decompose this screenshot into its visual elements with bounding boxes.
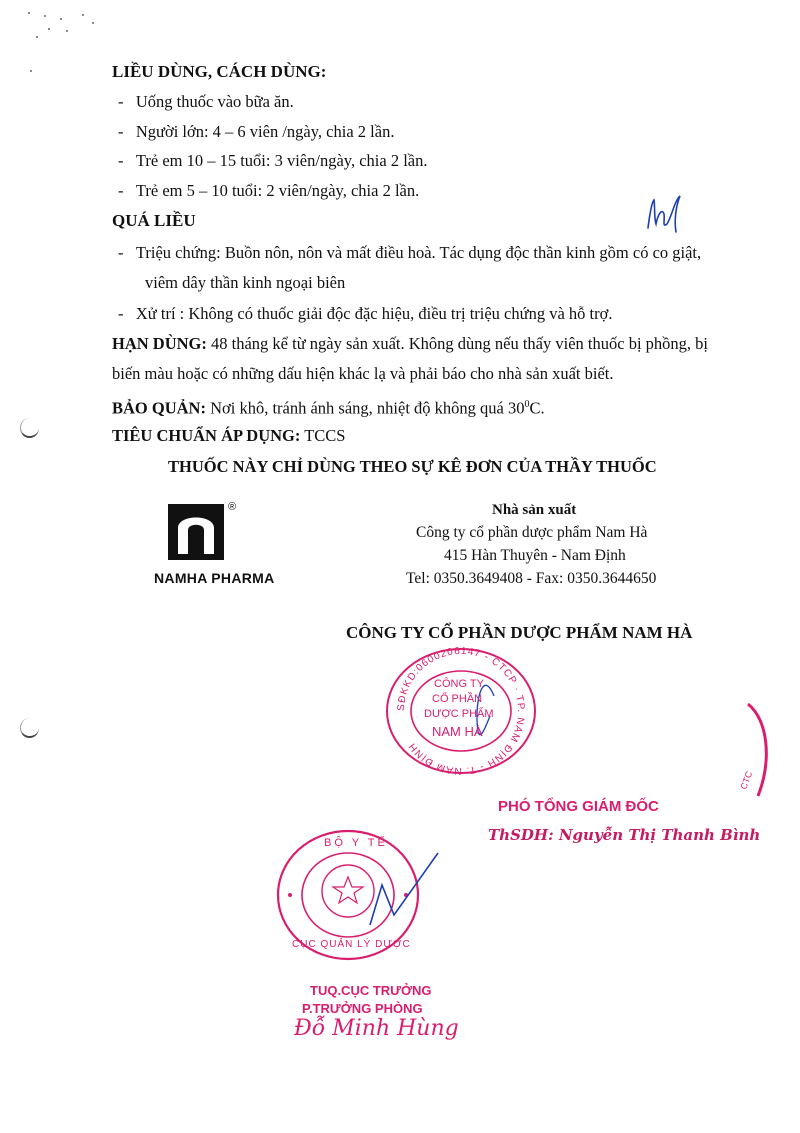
- overdose-treatment: - Xử trí : Không có thuốc giải độc đặc hiệu, điều trị triệu chứng và hỗ trợ.: [118, 304, 613, 323]
- company-stamp-line4: NAM HÀ: [432, 724, 483, 739]
- vice-director-name: ThSDH: Nguyễn Thị Thanh Bình: [488, 826, 761, 844]
- overdose-symptoms-cont: viêm dây thần kinh ngoại biên: [145, 273, 346, 292]
- dosage-item: - Trẻ em 10 – 15 tuổi: 3 viên/ngày, chia 2 lần.: [118, 151, 428, 170]
- shelf-life-cont: biến màu hoặc có những dấu hiện khác lạ và phải báo cho nhà sản xuất biết.: [112, 364, 614, 383]
- namha-logo: [168, 504, 232, 560]
- storage: BẢO QUẢN: Nơi khô, tránh ánh sáng, nhiệt độ không quá $30^0C$.: [112, 398, 545, 418]
- registered-mark: ®: [228, 501, 237, 513]
- company-heading: CÔNG TY CỔ PHẦN DƯỢC PHẨM NAM HÀ: [346, 623, 693, 642]
- company-stamp-line2: CỔ PHẦN: [432, 693, 483, 705]
- company-stamp: [382, 646, 540, 776]
- ministry-signoff-line2: P.TRƯỞNG PHÒNG: [302, 1001, 423, 1016]
- company-stamp-line1: CÔNG TY: [434, 678, 484, 690]
- ministry-signoff-line1: TUQ.CỤC TRƯỞNG: [310, 983, 432, 998]
- punch-hole-top: [20, 418, 39, 438]
- manufacturer-title: Nhà sản xuất: [492, 502, 577, 518]
- ministry-signoff-name: Đỗ Minh Hùng: [294, 1016, 459, 1041]
- shelf-life: HẠN DÙNG: 48 tháng kể từ ngày sản xuất. Không dùng nếu thấy viên thuốc bị phồng, bị: [112, 334, 708, 353]
- dosage-item: - Uống thuốc vào bữa ăn.: [118, 92, 294, 111]
- overdose-symptoms: - Triệu chứng: Buồn nôn, nôn và mất điều hoà. Tác dụng độc thần kinh gồm có co giật,: [118, 243, 702, 262]
- ministry-stamp-top: BỘ Y TẾ: [324, 837, 388, 849]
- ministry-stamp-bottom: CỤC QUẢN LÝ DƯỢC: [292, 939, 411, 950]
- dosage-heading: LIỀU DÙNG, CÁCH DÙNG:: [112, 62, 327, 81]
- manufacturer-contact: Tel: 0350.3649408 - Fax: 0350.3644650: [406, 570, 657, 587]
- partial-stamp-edge: [728, 700, 800, 810]
- prescription-notice: THUỐC NÀY CHỈ DÙNG THEO SỰ KÊ ĐƠN CỦA THẦY THUỐC: [168, 457, 657, 476]
- punch-hole-bottom: [20, 718, 39, 738]
- manufacturer-address: 415 Hàn Thuyên - Nam Định: [444, 547, 626, 564]
- dosage-item: - Người lớn: 4 – 6 viên /ngày, chia 2 lần.: [118, 122, 395, 141]
- company-stamp-ring-text: SĐKKD:0600206147 - CTCP · TP. NAM ĐỊNH - T. NAM ĐỊNH: [395, 646, 527, 776]
- initials-signature: [640, 192, 690, 238]
- vice-director-title: PHÓ TỔNG GIÁM ĐỐC: [498, 798, 659, 815]
- dosage-item: - Trẻ em 5 – 10 tuổi: 2 viên/ngày, chia 2 lần.: [118, 181, 420, 200]
- manufacturer-company: Công ty cổ phần dược phẩm Nam Hà: [416, 524, 648, 541]
- standard: TIÊU CHUẨN ÁP DỤNG: TCCS: [112, 426, 346, 445]
- logo-brand: NAMHA PHARMA: [154, 570, 275, 586]
- scan-specks: [0, 0, 120, 60]
- ministry-stamp: [270, 825, 440, 965]
- company-stamp-line3: DƯỢC PHẨM: [424, 708, 494, 720]
- overdose-heading: QUÁ LIỀU: [112, 211, 196, 230]
- namha-logo-mark: [168, 504, 232, 560]
- svg-text:CTC: CTC: [738, 769, 755, 791]
